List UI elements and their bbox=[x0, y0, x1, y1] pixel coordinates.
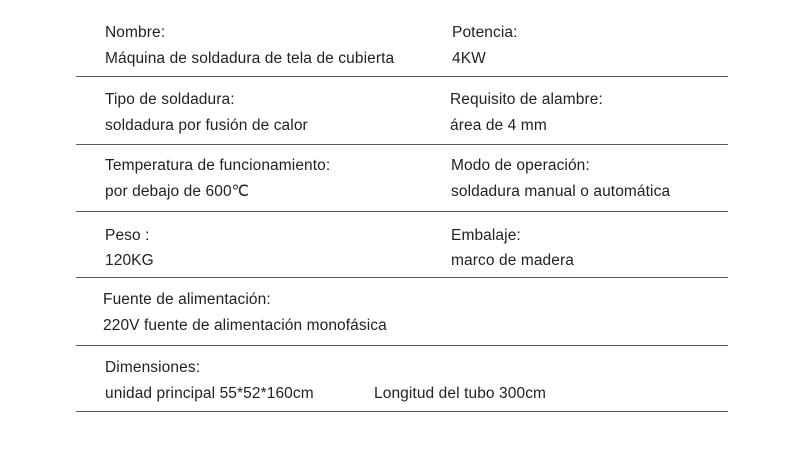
row-divider bbox=[76, 345, 728, 346]
row-divider bbox=[76, 411, 728, 412]
temperatura-label: Temperatura de funcionamiento: bbox=[105, 157, 331, 174]
requisito-alambre-value: área de 4 mm bbox=[450, 117, 547, 134]
requisito-alambre-label: Requisito de alambre: bbox=[450, 91, 603, 108]
peso-value: 120KG bbox=[105, 252, 154, 269]
potencia-value: 4KW bbox=[452, 50, 486, 67]
fuente-value: 220V fuente de alimentación monofásica bbox=[103, 317, 387, 334]
temperatura-value: por debajo de 600℃ bbox=[105, 183, 250, 200]
row-divider bbox=[76, 277, 728, 278]
tipo-soldadura-value: soldadura por fusión de calor bbox=[105, 117, 308, 134]
row-divider bbox=[76, 76, 728, 77]
row-divider bbox=[76, 211, 728, 212]
peso-label: Peso : bbox=[105, 227, 150, 244]
nombre-value: Máquina de soldadura de tela de cubierta bbox=[105, 50, 395, 67]
potencia-label: Potencia: bbox=[452, 24, 518, 41]
tipo-soldadura-label: Tipo de soldadura: bbox=[105, 91, 235, 108]
fuente-label: Fuente de alimentación: bbox=[103, 291, 271, 308]
dimensiones-value-main: unidad principal 55*52*160cm bbox=[105, 385, 314, 402]
dimensiones-value-tube: Longitud del tubo 300cm bbox=[374, 385, 547, 402]
modo-operacion-value: soldadura manual o automática bbox=[451, 183, 671, 200]
row-divider bbox=[76, 144, 728, 145]
embalaje-label: Embalaje: bbox=[451, 227, 521, 244]
dimensiones-label: Dimensiones: bbox=[105, 359, 201, 376]
nombre-label: Nombre: bbox=[105, 24, 166, 41]
embalaje-value: marco de madera bbox=[451, 252, 574, 269]
modo-operacion-label: Modo de operación: bbox=[451, 157, 590, 174]
